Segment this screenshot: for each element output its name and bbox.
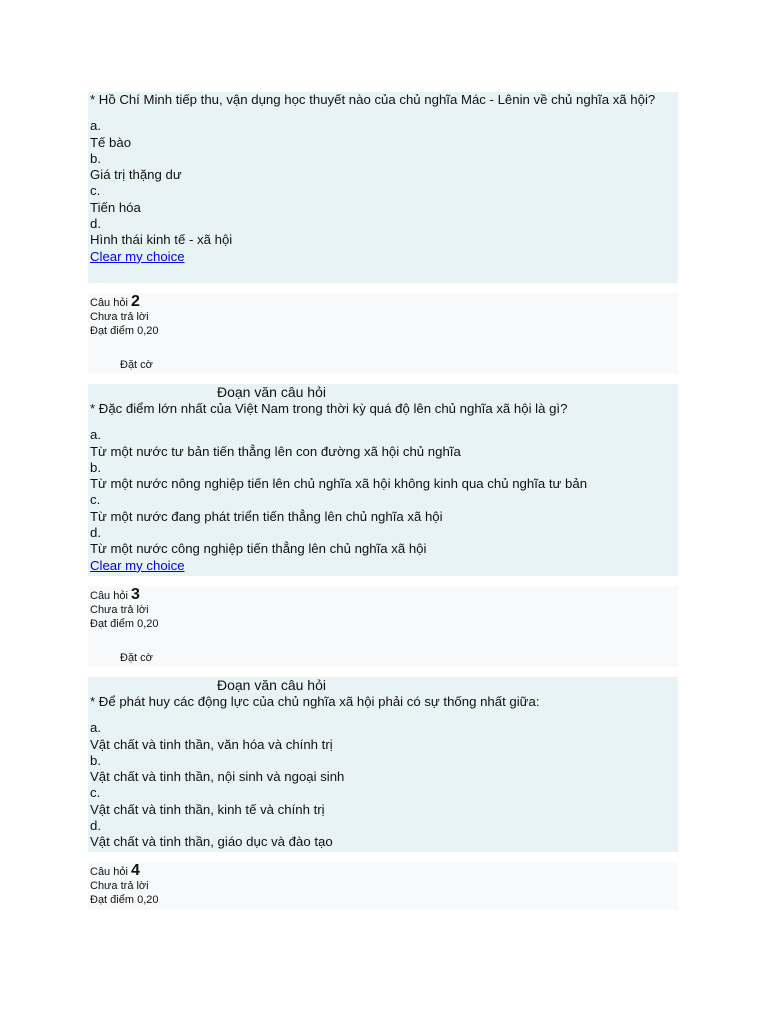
option-c-text[interactable]: Tiến hóa [90,199,141,215]
question-label: Câu hỏi [90,866,128,878]
clear-choice-link[interactable]: Clear my choice [90,248,185,264]
option-b-text[interactable]: Từ một nước nông nghiệp tiến lên chủ nghĩa xã hội không kinh qua chủ nghĩa tư bản [90,476,588,492]
option-b-text[interactable]: Vật chất và tinh thần, nội sinh và ngoại sinh [90,769,345,785]
question-2-info [88,293,678,374]
question-status: Chưa trả lời [90,604,149,616]
flag-question-button[interactable]: Đặt cờ [120,359,153,371]
question-1-prompt: * Hồ Chí Minh tiếp thu, vận dụng học thuyết nào của chủ nghĩa Mác - Lênin về chủ nghĩa xã hội? [90,92,656,107]
question-4-info [88,862,678,910]
option-d-letter: d. [90,525,101,541]
option-a-letter: a. [90,427,101,443]
option-c-text[interactable]: Từ một nước đang phát triển tiến thẳng lên chủ nghĩa xã hội [90,508,443,524]
question-number-value: 3 [130,586,140,603]
question-label: Câu hỏi [90,590,128,602]
flag-question-button[interactable]: Đặt cờ [120,652,153,664]
question-number [90,588,676,603]
question-2-content [88,384,678,576]
question-section-heading: Đoạn văn câu hỏi [217,384,326,400]
option-b-letter: b. [90,459,101,475]
question-score: Đạt điểm 0,20 [90,325,159,337]
option-b-letter: b. [90,752,101,768]
question-status: Chưa trả lời [90,311,149,323]
option-a-text[interactable]: Từ một nước tư bản tiến thẳng lên con đường xã hội chủ nghĩa [90,443,461,459]
option-a-text[interactable]: Tế bào [90,134,132,150]
option-d-text[interactable]: Hình thái kinh tế - xã hội [90,232,233,248]
question-2-prompt: * Đặc điểm lớn nhất của Việt Nam trong thời kỳ quá độ lên chủ nghĩa xã hội là gì? [90,401,568,416]
question-number [90,864,676,879]
option-a-letter: a. [90,720,101,736]
option-b-text[interactable]: Giá trị thặng dư [90,167,182,183]
option-a-letter: a. [90,118,101,134]
question-3-prompt: * Để phát huy các động lực của chủ nghĩa xã hội phải có sự thống nhất giữa: [90,694,540,709]
question-score: Đạt điểm 0,20 [90,894,159,906]
question-3-content [88,677,678,852]
question-number [90,295,676,310]
question-section-heading: Đoạn văn câu hỏi [217,677,326,693]
clear-choice-link[interactable]: Clear my choice [90,557,185,573]
question-status: Chưa trả lời [90,880,149,892]
question-number-value: 2 [130,293,140,310]
option-d-text[interactable]: Từ một nước công nghiệp tiến thẳng lên chủ nghĩa xã hội [90,541,427,557]
question-label: Câu hỏi [90,297,128,309]
option-d-letter: d. [90,818,101,834]
option-c-letter: c. [90,492,101,508]
question-score: Đạt điểm 0,20 [90,618,159,630]
option-c-letter: c. [90,183,101,199]
option-d-text[interactable]: Vật chất và tinh thần, giáo dục và đào tạo [90,834,333,850]
question-number-value: 4 [130,862,140,879]
question-3-info [88,586,678,667]
option-c-text[interactable]: Vật chất và tinh thần, kinh tế và chính trị [90,801,325,817]
question-1-content [88,92,678,283]
option-d-letter: d. [90,216,101,232]
option-a-text[interactable]: Vật chất và tinh thần, văn hóa và chính trị [90,736,333,752]
option-b-letter: b. [90,150,101,166]
option-c-letter: c. [90,785,101,801]
